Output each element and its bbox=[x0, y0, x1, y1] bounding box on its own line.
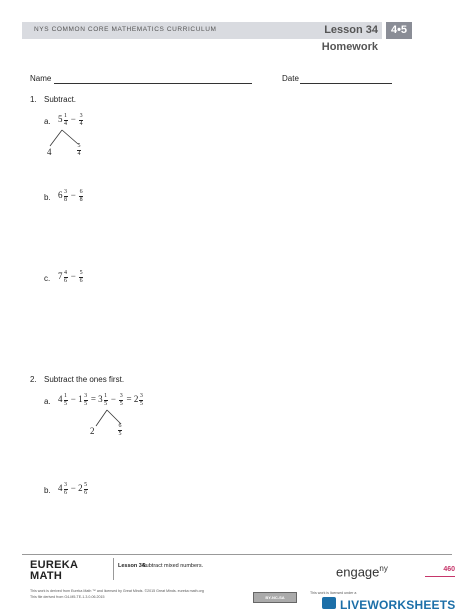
footer-divider bbox=[22, 554, 452, 555]
name-field[interactable] bbox=[54, 83, 252, 84]
q1a-bond-left: 4 bbox=[47, 147, 52, 157]
q1a-bond-right: $\frac{5}{4}$ bbox=[77, 143, 81, 157]
q1-number: 1. bbox=[30, 95, 37, 104]
q2b-expression: 4 $\frac{3}{6}$ − 2 $\frac{5}{6}$ bbox=[58, 482, 88, 496]
q1c-expression: 7 $\frac{4}{6}$ − $\frac{5}{6}$ bbox=[58, 270, 83, 284]
footer-lesson-desc: Subtract mixed numbers. bbox=[142, 563, 204, 569]
cc-license-note: This work is licensed under a bbox=[310, 591, 357, 595]
lesson-title: Lesson 34 Homework bbox=[321, 24, 378, 53]
date-field[interactable] bbox=[300, 83, 392, 84]
q2a-expression: 4 $\frac{1}{5}$ − 1 $\frac{3}{5}$ = 3 $\frac{1}{5}$ − $\frac{3}{5}$ = 2 $\frac{3}{5}$ bbox=[58, 393, 143, 407]
q2a-bond-left: 2 bbox=[90, 426, 95, 436]
q1a-expression: 5 $\frac{1}{4}$ − $\frac{3}{4}$ bbox=[58, 113, 83, 127]
q2a-bond-right: $\frac{6}{5}$ bbox=[118, 423, 122, 437]
q2a-label: a. bbox=[44, 397, 51, 406]
q2-number: 2. bbox=[30, 375, 37, 384]
eureka-math-logo: EUREKA MATH bbox=[30, 559, 79, 582]
q1a-label: a. bbox=[44, 117, 51, 126]
q2-text: Subtract the ones first. bbox=[44, 375, 125, 384]
license-text: This work is derived from Eureka Math ™ and licensed by Great Minds. ©2015 Great Minds. eureka math.org bbox=[30, 589, 204, 593]
footer-lesson-label: Lesson 34: bbox=[118, 563, 147, 569]
date-label: Date bbox=[282, 74, 299, 83]
liveworksheets-watermark[interactable]: LIVEWORKSHEETS bbox=[340, 598, 456, 612]
liveworksheets-icon bbox=[322, 597, 336, 609]
curriculum-title: NYS COMMON CORE MATHEMATICS CURRICULUM bbox=[34, 26, 217, 33]
engageny-logo: engage$^{ny}$ bbox=[336, 564, 388, 580]
q1b-label: b. bbox=[44, 193, 51, 202]
name-label: Name bbox=[30, 74, 52, 83]
source-text: This file derived from G4-M5-TE-1.3.0-06.2015 bbox=[30, 595, 105, 599]
q2b-label: b. bbox=[44, 486, 51, 495]
cc-license-badge: BY-NC-SA bbox=[253, 592, 297, 603]
footer-separator bbox=[113, 558, 114, 580]
q1c-label: c. bbox=[44, 274, 51, 283]
q1b-expression: 6 $\frac{3}{8}$ − $\frac{6}{8}$ bbox=[58, 189, 83, 203]
grade-badge: 4•5 bbox=[386, 22, 412, 39]
page-number: 460 bbox=[425, 566, 455, 577]
q1-text: Subtract. bbox=[44, 95, 77, 104]
